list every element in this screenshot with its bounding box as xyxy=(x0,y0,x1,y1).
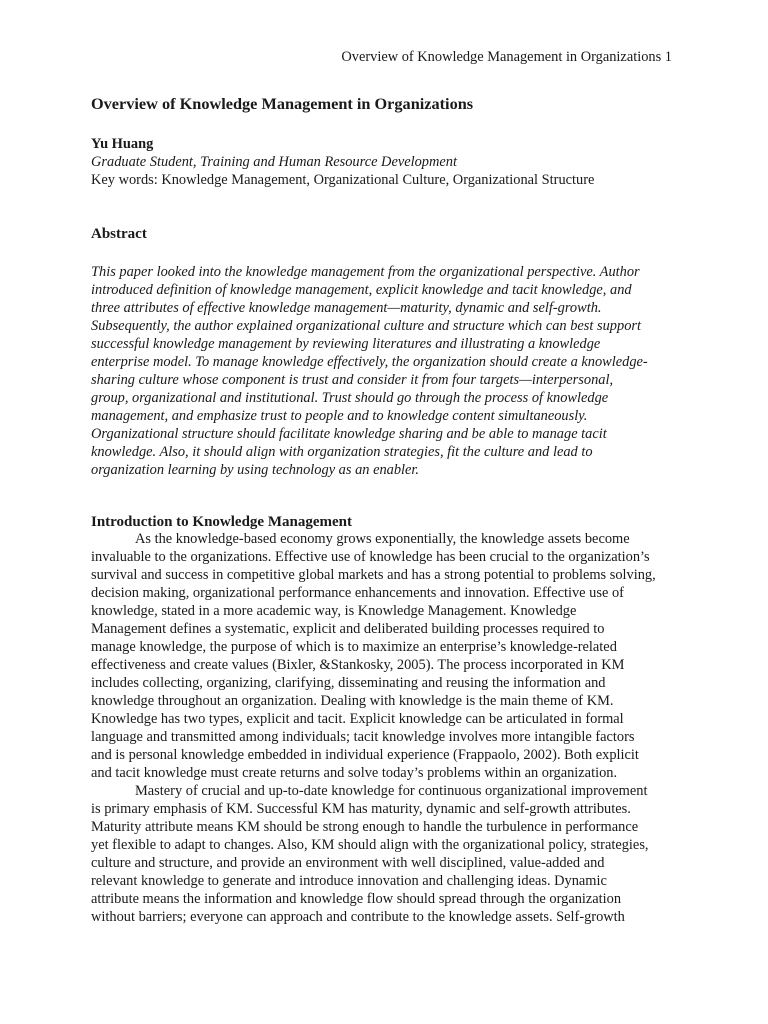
intro-line: Knowledge has two types, explicit and tacit. Explicit knowledge can be articulated in formal xyxy=(91,711,624,727)
intro-line: attribute means the information and knowledge flow should spread through the organization xyxy=(91,891,622,907)
intro-line: Management defines a systematic, explicit and deliberated building processes required to xyxy=(91,621,605,637)
intro-line: knowledge, stated in a more academic way, is Knowledge Management. Knowledge xyxy=(91,603,577,619)
intro-line: survival and success in competitive global markets and has a strong potential to problems solving, xyxy=(91,567,656,583)
abstract-body xyxy=(91,263,691,479)
intro-line: includes collecting, organizing, clarifying, disseminating and reusing the information and xyxy=(91,675,606,691)
author-affiliation: Graduate Student, Training and Human Resource Development xyxy=(91,154,457,170)
abstract-line: group, organizational and institutional. Trust should go through the process of knowledge xyxy=(91,390,609,406)
intro-line: Maturity attribute means KM should be strong enough to handle the turbulence in performance xyxy=(91,819,639,835)
intro-line: Mastery of crucial and up-to-date knowledge for continuous organizational improvement xyxy=(135,783,648,799)
abstract-line: organization learning by using technology as an enabler. xyxy=(91,462,420,478)
abstract-line: enterprise model. To manage knowledge effectively, the organization should create a knowledge- xyxy=(91,354,648,370)
running-header: Overview of Knowledge Management in Organizations 1 xyxy=(341,49,672,65)
abstract-line: knowledge. Also, it should align with organization strategies, fit the culture and lead to xyxy=(91,444,593,460)
intro-line: yet flexible to adapt to changes. Also, KM should align with the organizational policy, strategies, xyxy=(91,837,649,853)
intro-line: relevant knowledge to generate and introduce innovation and challenging ideas. Dynamic xyxy=(91,873,607,889)
author-name: Yu Huang xyxy=(91,136,154,152)
abstract-line: successful knowledge management by reviewing literatures and illustrating a knowledge xyxy=(91,336,601,352)
abstract-line: sharing culture whose component is trust and consider it from four targets—interpersonal, xyxy=(91,372,614,388)
introduction-body xyxy=(91,530,691,926)
abstract-heading: Abstract xyxy=(91,226,147,242)
introduction-heading: Introduction to Knowledge Management xyxy=(91,514,352,530)
abstract-line: Subsequently, the author explained organizational culture and structure which can best support xyxy=(91,318,641,334)
abstract-line: introduced definition of knowledge management, explicit knowledge and tacit knowledge, and xyxy=(91,282,632,298)
intro-line: is primary emphasis of KM. Successful KM has maturity, dynamic and self-growth attributes. xyxy=(91,801,631,817)
paper-title: Overview of Knowledge Management in Organizations xyxy=(91,94,474,113)
abstract-line: management, and emphasize trust to people and to knowledge content simultaneously. xyxy=(91,408,588,424)
intro-line: manage knowledge, the purpose of which is to maximize an enterprise’s knowledge-related xyxy=(91,639,617,655)
intro-line: invaluable to the organizations. Effective use of knowledge has been crucial to the organization’s xyxy=(91,549,650,565)
abstract-line: three attributes of effective knowledge management—maturity, dynamic and self-growth. xyxy=(91,300,602,316)
intro-line: knowledge throughout an organization. Dealing with knowledge is the main theme of KM. xyxy=(91,693,614,709)
intro-line: As the knowledge-based economy grows exponentially, the knowledge assets become xyxy=(135,531,630,547)
keywords-line: Key words: Knowledge Management, Organizational Culture, Organizational Structure xyxy=(91,172,595,188)
intro-line: effectiveness and create values (Bixler, &Stankosky, 2005). The process incorporated in KM xyxy=(91,657,625,673)
abstract-line: This paper looked into the knowledge management from the organizational perspective. Author xyxy=(91,264,640,280)
intro-line: culture and structure, and provide an environment with well disciplined, value-added and xyxy=(91,855,605,871)
abstract-line: Organizational structure should facilitate knowledge sharing and be able to manage tacit xyxy=(91,426,607,442)
intro-line: decision making, organizational performance enhancements and innovation. Effective use of xyxy=(91,585,624,601)
intro-line: without barriers; everyone can approach and contribute to the knowledge assets. Self-growth xyxy=(91,909,625,925)
intro-line: and tacit knowledge must create returns and solve today’s problems within an organization. xyxy=(91,765,618,781)
intro-line: language and transmitted among individuals; tacit knowledge involves more intangible factors xyxy=(91,729,635,745)
intro-line: and is personal knowledge embedded in individual experience (Frappaolo, 2002). Both explicit xyxy=(91,747,639,763)
